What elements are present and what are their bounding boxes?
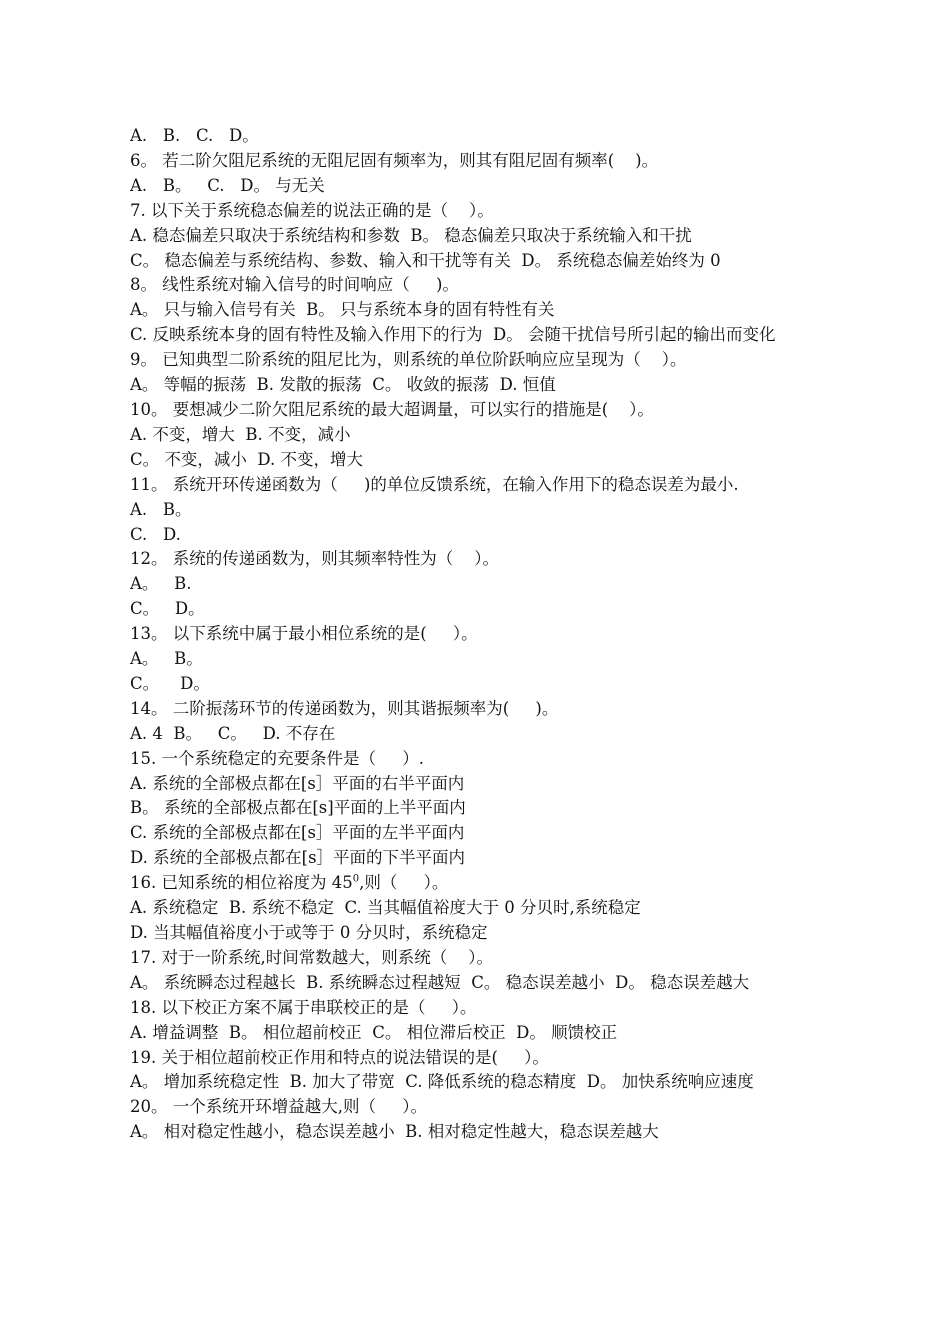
degree-superscript: 0 [352, 873, 360, 885]
text-line: A. 系统的全部极点都在[s］平面的右半平面内 [130, 773, 465, 793]
text-line: A。 等幅的振荡 B. 发散的振荡 C。 收敛的振荡 D. 恒值 [130, 375, 556, 395]
question-10: 10。 要想减少二阶欠阻尼系统的最大超调量，可以实行的措施是( ）。 [130, 399, 654, 419]
question-16-text: 16. 已知系统的相位裕度为 45 [130, 873, 353, 893]
text-line: A。 只与输入信号有关 B。 只与系统本身的固有特性有关 [130, 300, 555, 320]
text-line: C。 稳态偏差与系统结构、参数、输入和干扰等有关 D。 系统稳态偏差始终为 0 [130, 250, 721, 270]
question-13: 13。 以下系统中属于最小相位系统的是( ）。 [130, 624, 478, 644]
question-20: 20。 一个系统开环增益越大,则（ ）。 [130, 1097, 427, 1117]
text-line: A. 稳态偏差只取决于系统结构和参数 B。 稳态偏差只取决于系统输入和干扰 [130, 225, 692, 245]
text-line: A. B。 C. D。 与无关 [130, 175, 325, 195]
text-line: A。 系统瞬态过程越长 B. 系统瞬态过程越短 C。 稳态误差越小 D。 稳态误差越大 [130, 972, 750, 992]
question-9: 9。 已知典型二阶系统的阻尼比为，则系统的单位阶跃响应应呈现为（ ）。 [130, 350, 687, 370]
text-line: D. 当其幅值裕度小于或等于 0 分贝时，系统稳定 [130, 923, 488, 942]
question-16-tail: ,则（ ）。 [359, 873, 449, 893]
text-line: A. B. C. D。 [130, 126, 259, 145]
question-15: 15. 一个系统稳定的充要条件是（ ）. [130, 748, 424, 768]
question-17: 17. 对于一阶系统,时间常数越大，则系统（ ）。 [130, 947, 493, 967]
question-12: 12。 系统的传递函数为，则其频率特性为（ ）。 [130, 549, 499, 569]
text-line: C. D. [130, 524, 181, 544]
question-16 [130, 871, 826, 896]
text-line: A. 不变，增大 B. 不变，减小 [130, 424, 351, 444]
text-line: A。 增加系统稳定性 B. 加大了带宽 C. 降低系统的稳态精度 D。 加快系统响应速度 [130, 1072, 754, 1092]
text-line: A。 B. [130, 574, 192, 594]
text-line: A。 相对稳定性越小，稳态误差越小 B. 相对稳定性越大，稳态误差越大 [130, 1122, 659, 1142]
question-6: 6。 若二阶欠阻尼系统的无阻尼固有频率为，则其有阻尼固有频率( )。 [130, 150, 659, 170]
question-18: 18. 以下校正方案不属于串联校正的是（ ）。 [130, 997, 477, 1017]
text-line: A。 B。 [130, 649, 203, 669]
text-line: C。 D。 [130, 599, 205, 619]
question-7: 7. 以下关于系统稳态偏差的说法正确的是（ ）。 [130, 200, 494, 220]
text-line: A. 系统稳定 B. 系统不稳定 C. 当其幅值裕度大于 0 分贝时,系统稳定 [130, 898, 641, 918]
text-line: A. B。 [130, 499, 192, 519]
question-text-block [130, 124, 826, 1145]
text-line: C. 系统的全部极点都在[s］平面的左半平面内 [130, 823, 465, 843]
text-line: B。 系统的全部极点都在[s]平面的上半平面内 [130, 798, 466, 818]
question-19: 19. 关于相位超前校正作用和特点的说法错误的是( ）。 [130, 1047, 549, 1067]
text-line: A. 4 B。 C。 D. 不存在 [130, 723, 336, 743]
text-line: C. 反映系统本身的固有特性及输入作用下的行为 D。 会随干扰信号所引起的输出而变化 [130, 325, 776, 345]
text-line: C。 D。 [130, 673, 210, 693]
question-11: 11。 系统开环传递函数为（ )的单位反馈系统，在输入作用下的稳态误差为最小. [130, 474, 739, 494]
question-14: 14。 二阶振荡环节的传递函数为，则其谐振频率为( )。 [130, 698, 559, 718]
text-line: A. 增益调整 B。 相位超前校正 C。 相位滞后校正 D。 顺馈校正 [130, 1022, 618, 1042]
text-line: D. 系统的全部极点都在[s］平面的下半平面内 [130, 848, 466, 868]
text-line: C。 不变，减小 D. 不变，增大 [130, 449, 363, 469]
question-8: 8。 线性系统对输入信号的时间响应（ )。 [130, 275, 459, 295]
